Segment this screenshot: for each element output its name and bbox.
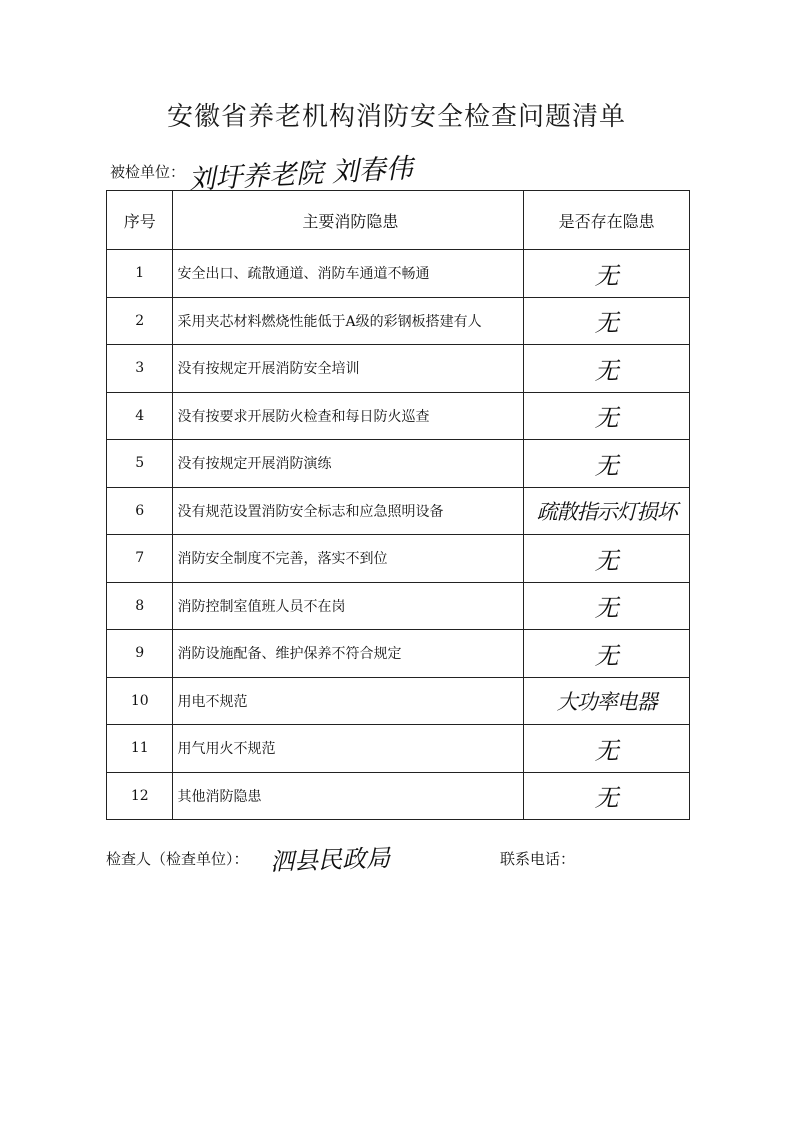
row-hazard: 用电不规范: [173, 677, 524, 725]
row-status: [524, 535, 690, 583]
row-no: 7: [107, 535, 173, 583]
row-hazard: 消防控制室值班人员不在岗: [173, 582, 524, 630]
status-handwriting: 无: [594, 736, 619, 765]
table-header-row: [107, 191, 690, 250]
row-no: 9: [107, 630, 173, 678]
row-status: [524, 345, 690, 393]
status-handwriting: 无: [594, 594, 619, 623]
row-hazard: 没有按要求开展防火检查和每日防火巡查: [173, 392, 524, 440]
status-handwriting: 无: [594, 309, 619, 338]
row-no: 10: [107, 677, 173, 725]
table-row: [107, 392, 690, 440]
status-handwriting: 无: [594, 641, 619, 670]
table-row: [107, 487, 690, 535]
table-row: [107, 535, 690, 583]
row-no: 11: [107, 725, 173, 773]
row-status: [524, 440, 690, 488]
row-status: [524, 582, 690, 630]
table-row: [107, 630, 690, 678]
table-row: [107, 772, 690, 820]
footer: [106, 842, 706, 882]
row-hazard: 消防安全制度不完善，落实不到位: [173, 535, 524, 583]
table-row: [107, 582, 690, 630]
row-no: 8: [107, 582, 173, 630]
row-no: 2: [107, 297, 173, 345]
row-no: 3: [107, 345, 173, 393]
row-status: [524, 725, 690, 773]
status-handwriting: 无: [594, 784, 619, 813]
table-row: [107, 440, 690, 488]
row-status: [524, 297, 690, 345]
inspected-unit-row: [110, 152, 710, 196]
row-hazard: 安全出口、疏散通道、消防车通道不畅通: [173, 250, 524, 298]
row-hazard: 没有规范设置消防安全标志和应急照明设备: [173, 487, 524, 535]
page-title: 安徽省养老机构消防安全检查问题清单: [166, 102, 626, 132]
row-hazard: 没有按规定开展消防安全培训: [173, 345, 524, 393]
table-row: [107, 725, 690, 773]
hazard-checklist-table: [106, 190, 690, 820]
row-status: [524, 250, 690, 298]
header-hazard: 主要消防隐患: [173, 191, 524, 250]
header-status: 是否存在隐患: [524, 191, 690, 250]
header-no: 序号: [107, 191, 173, 250]
row-status: [524, 630, 690, 678]
row-hazard: 用气用火不规范: [173, 725, 524, 773]
inspector-handwriting: 泗县民政局: [269, 843, 391, 877]
row-no: 1: [107, 250, 173, 298]
row-no: 12: [107, 772, 173, 820]
row-hazard: 采用夹芯材料燃烧性能低于A级的彩钢板搭建有人: [173, 297, 524, 345]
row-hazard: 其他消防隐患: [173, 772, 524, 820]
row-no: 6: [107, 487, 173, 535]
row-status: [524, 677, 690, 725]
row-status: [524, 772, 690, 820]
status-handwriting: 无: [594, 546, 619, 575]
inspector-label: 检查人（检查单位）：: [106, 850, 249, 868]
row-no: 5: [107, 440, 173, 488]
status-handwriting: 无: [594, 451, 619, 480]
table-row: [107, 345, 690, 393]
row-status: [524, 487, 690, 535]
table-row: [107, 250, 690, 298]
status-handwriting: 无: [594, 261, 619, 290]
table-row: [107, 297, 690, 345]
inspected-unit-label: 被检单位：: [110, 163, 186, 181]
table-row: [107, 677, 690, 725]
row-status: [524, 392, 690, 440]
row-no: 4: [107, 392, 173, 440]
status-handwriting: 疏散指示灯损坏: [536, 499, 677, 524]
status-handwriting: 大功率电器: [556, 689, 657, 714]
row-hazard: 没有按规定开展消防演练: [173, 440, 524, 488]
status-handwriting: 无: [594, 356, 619, 385]
row-hazard: 消防设施配备、维护保养不符合规定: [173, 630, 524, 678]
inspected-unit-handwriting: 刘圩养老院 刘春伟: [187, 153, 414, 196]
status-handwriting: 无: [594, 404, 619, 433]
phone-label: 联系电话：: [500, 850, 576, 868]
